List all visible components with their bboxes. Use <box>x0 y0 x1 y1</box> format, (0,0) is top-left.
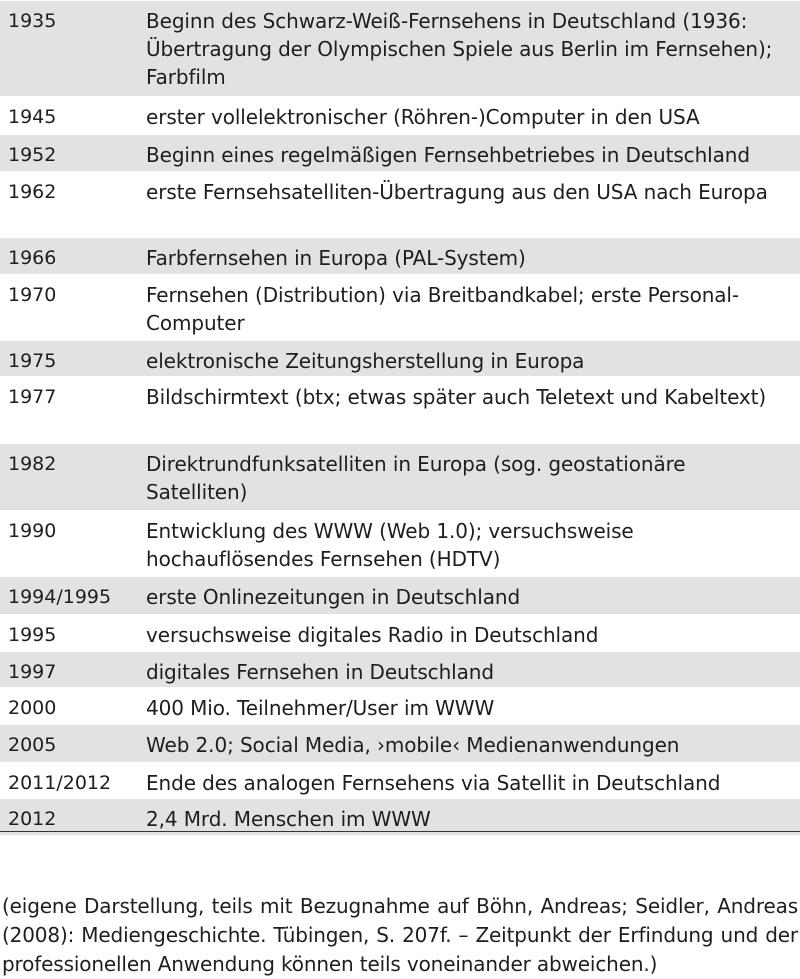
timeline-row <box>0 96 800 134</box>
event-cell: Entwicklung des WWW (Web 1.0); versuchsweise hochauflösendes Fernsehen (HDTV) <box>146 519 634 571</box>
event-cell: Fernsehen (Distribution) via Breitbandkabel; erste Personal-Computer <box>146 283 740 335</box>
timeline-row <box>0 651 800 687</box>
timeline-row <box>0 614 800 651</box>
year-cell: 2012 <box>8 808 57 830</box>
year-cell: 1990 <box>8 520 57 542</box>
year-cell: 2000 <box>8 697 57 719</box>
year-cell: 1982 <box>8 453 57 475</box>
timeline-row <box>0 576 800 614</box>
year-cell: 1995 <box>8 624 57 646</box>
year-cell: 2011/2012 <box>8 772 112 794</box>
event-cell: Farbfernsehen in Europa (PAL-System) <box>146 246 526 270</box>
year-cell: 1975 <box>8 350 57 372</box>
timeline-row <box>0 134 800 171</box>
event-cell: 400 Mio. Teilnehmer/User im WWW <box>146 696 495 720</box>
event-cell: Ende des analogen Fernsehens via Satellit in Deutschland <box>146 771 721 795</box>
event-cell: Bildschirmtext (btx; etwas später auch Teletext und Kabeltext) <box>146 385 767 409</box>
year-cell: 1952 <box>8 144 57 166</box>
timeline-row <box>0 798 800 835</box>
event-cell: elektronische Zeitungsherstellung in Europa <box>146 349 585 373</box>
event-cell: 2,4 Mrd. Menschen im WWW <box>146 807 431 831</box>
event-cell: versuchsweise digitales Radio in Deutschland <box>146 623 599 647</box>
year-cell: 1935 <box>8 10 57 32</box>
year-cell: 1966 <box>8 247 57 269</box>
event-cell: Direktrundfunksatelliten in Europa (sog. geostationäre Satelliten) <box>146 452 686 504</box>
timeline-row <box>0 687 800 724</box>
event-cell: Web 2.0; Social Media, ›mobile‹ Medienanwendungen <box>146 733 680 757</box>
event-cell: erster vollelektronischer (Röhren-)Computer in den USA <box>146 105 700 129</box>
year-cell: 2005 <box>8 734 57 756</box>
timeline-row <box>0 237 800 274</box>
timeline-row <box>0 0 800 96</box>
timeline-row <box>0 274 800 340</box>
event-cell: Beginn des Schwarz-Weiß-Fernsehens in Deutschland (1936: Übertragung der Olympischen Spiele aus Berlin im Fernsehen); Farbfilm <box>146 9 773 89</box>
year-cell: 1977 <box>8 386 57 408</box>
timeline-row <box>0 762 800 798</box>
year-cell: 1945 <box>8 106 57 128</box>
year-cell: 1994/1995 <box>8 586 112 608</box>
source-note: (eigene Darstellung, teils mit Bezugnahme auf Böhn, Andreas; Seidler, Andreas (2008): Mediengeschichte. Tübingen, S. 207f. – Zeitpunkt der Erfindung und der professionellen Anwendung können teils voneinander abweichen.) <box>2 894 798 976</box>
year-cell: 1962 <box>8 181 57 203</box>
event-cell: erste Onlinezeitungen in Deutschland <box>146 585 521 609</box>
timeline-row <box>0 340 800 376</box>
year-cell: 1970 <box>8 284 57 306</box>
timeline-row <box>0 724 800 762</box>
timeline-row <box>0 376 800 443</box>
event-cell: digitales Fernsehen in Deutschland <box>146 660 494 684</box>
timeline-row <box>0 443 800 510</box>
event-cell: erste Fernsehsatelliten-Übertragung aus den USA nach Europa <box>146 180 768 204</box>
year-cell: 1997 <box>8 661 57 683</box>
timeline-row <box>0 171 800 237</box>
timeline-row <box>0 510 800 576</box>
table-bottom-rule <box>0 831 800 832</box>
event-cell: Beginn eines regelmäßigen Fernsehbetriebes in Deutschland <box>146 143 750 167</box>
